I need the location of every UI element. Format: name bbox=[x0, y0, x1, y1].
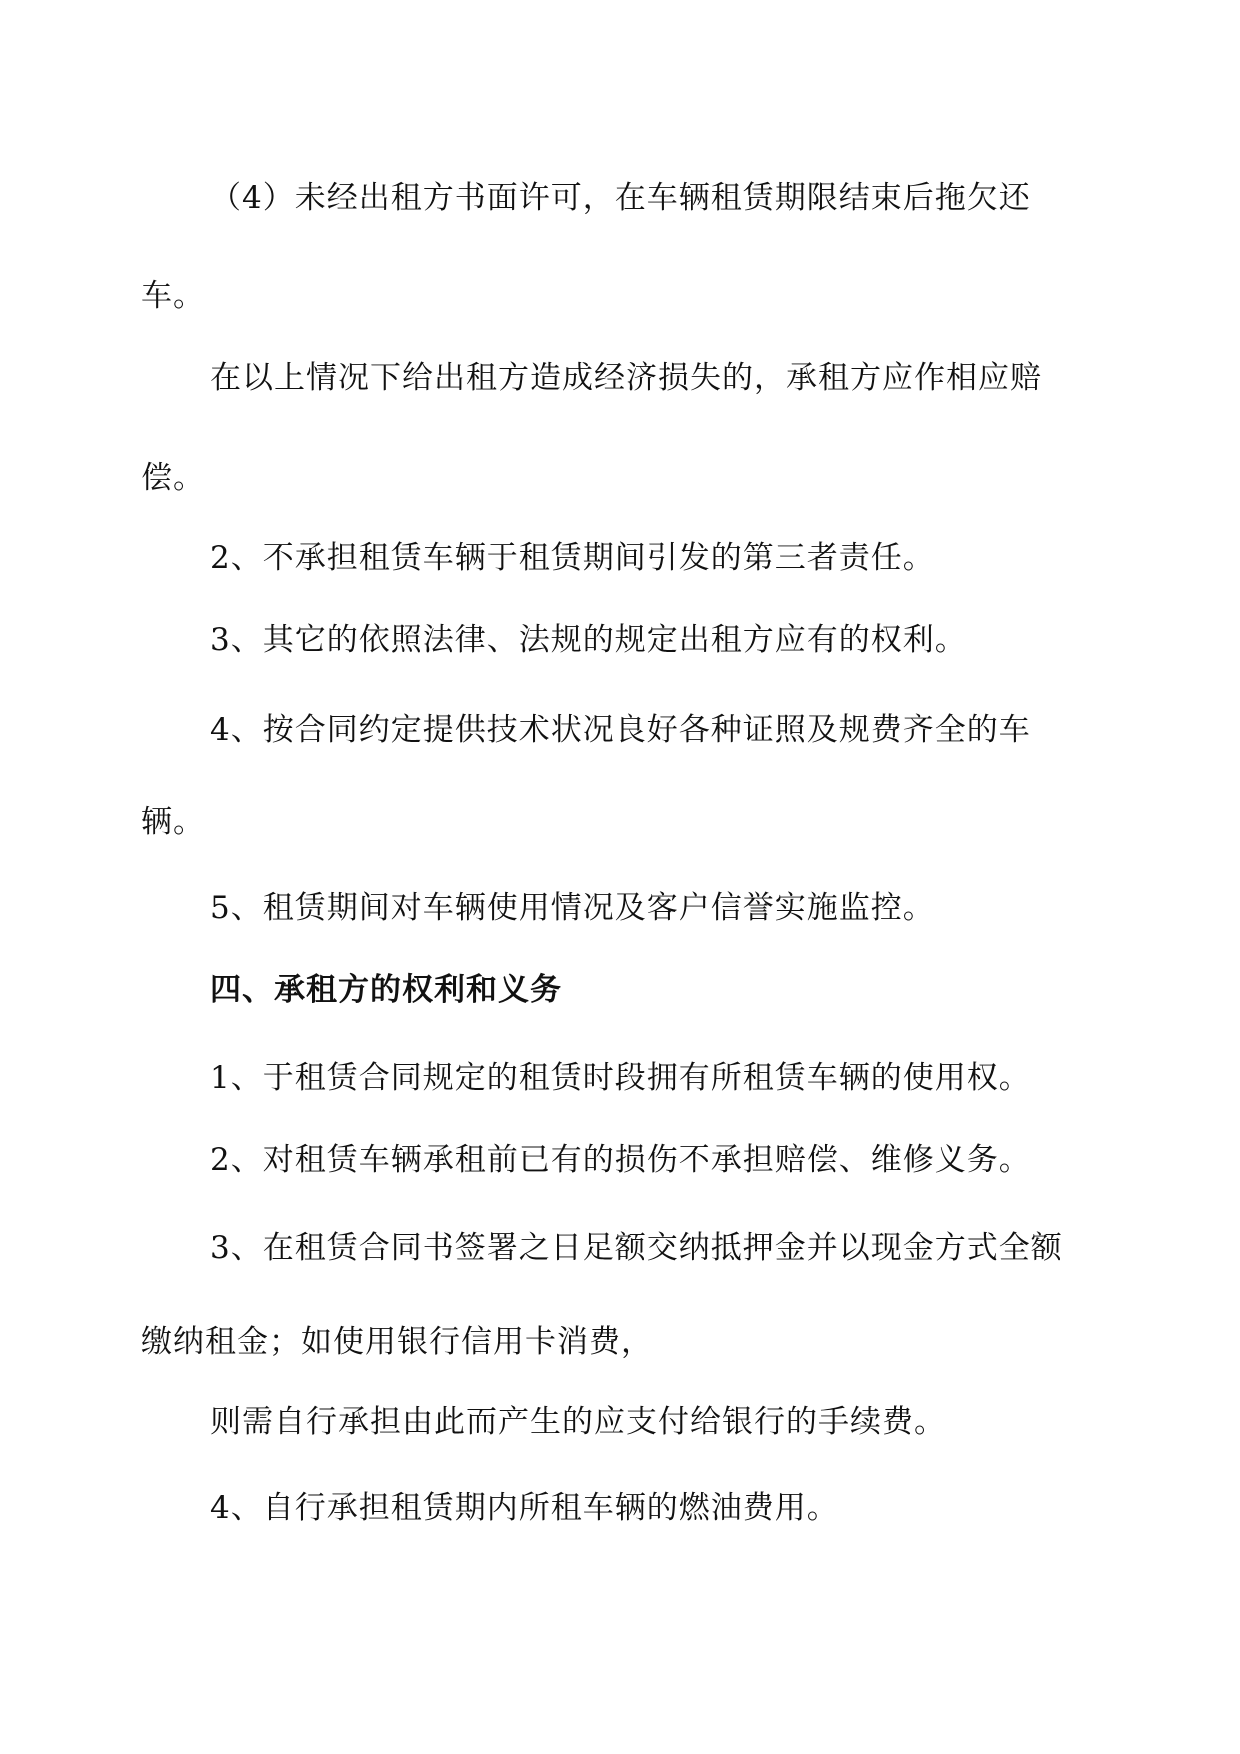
section-item-3-line-1: 3、在租赁合同书签署之日足额交纳抵押金并以现金方式全额 bbox=[210, 1230, 1063, 1266]
paragraph-1-line-2: 车。 bbox=[141, 278, 205, 314]
paragraph-5-line-2: 辆。 bbox=[141, 804, 205, 840]
section-item-3-line-3: 则需自行承担由此而产生的应支付给银行的手续费。 bbox=[210, 1404, 946, 1440]
paragraph-2-line-1: 在以上情况下给出租方造成经济损失的，承租方应作相应赔 bbox=[210, 360, 1042, 396]
paragraph-6: 5、租赁期间对车辆使用情况及客户信誉实施监控。 bbox=[210, 890, 935, 926]
paragraph-3: 2、不承担租赁车辆于租赁期间引发的第三者责任。 bbox=[210, 540, 935, 576]
paragraph-4: 3、其它的依照法律、法规的规定出租方应有的权利。 bbox=[210, 622, 967, 658]
section-item-2: 2、对租赁车辆承租前已有的损伤不承担赔偿、维修义务。 bbox=[210, 1142, 1031, 1178]
paragraph-1-line-1: （4）未经出租方书面许可，在车辆租赁期限结束后拖欠还 bbox=[210, 180, 1031, 216]
paragraph-2-line-2: 偿。 bbox=[141, 460, 205, 496]
paragraph-5-line-1: 4、按合同约定提供技术状况良好各种证照及规费齐全的车 bbox=[210, 712, 1031, 748]
section-item-1: 1、于租赁合同规定的租赁时段拥有所租赁车辆的使用权。 bbox=[210, 1060, 1031, 1096]
section-heading: 四、承租方的权利和义务 bbox=[210, 972, 562, 1008]
section-item-4: 4、自行承担租赁期内所租车辆的燃油费用。 bbox=[210, 1490, 839, 1526]
section-item-3-line-2: 缴纳租金；如使用银行信用卡消费， bbox=[141, 1324, 653, 1360]
